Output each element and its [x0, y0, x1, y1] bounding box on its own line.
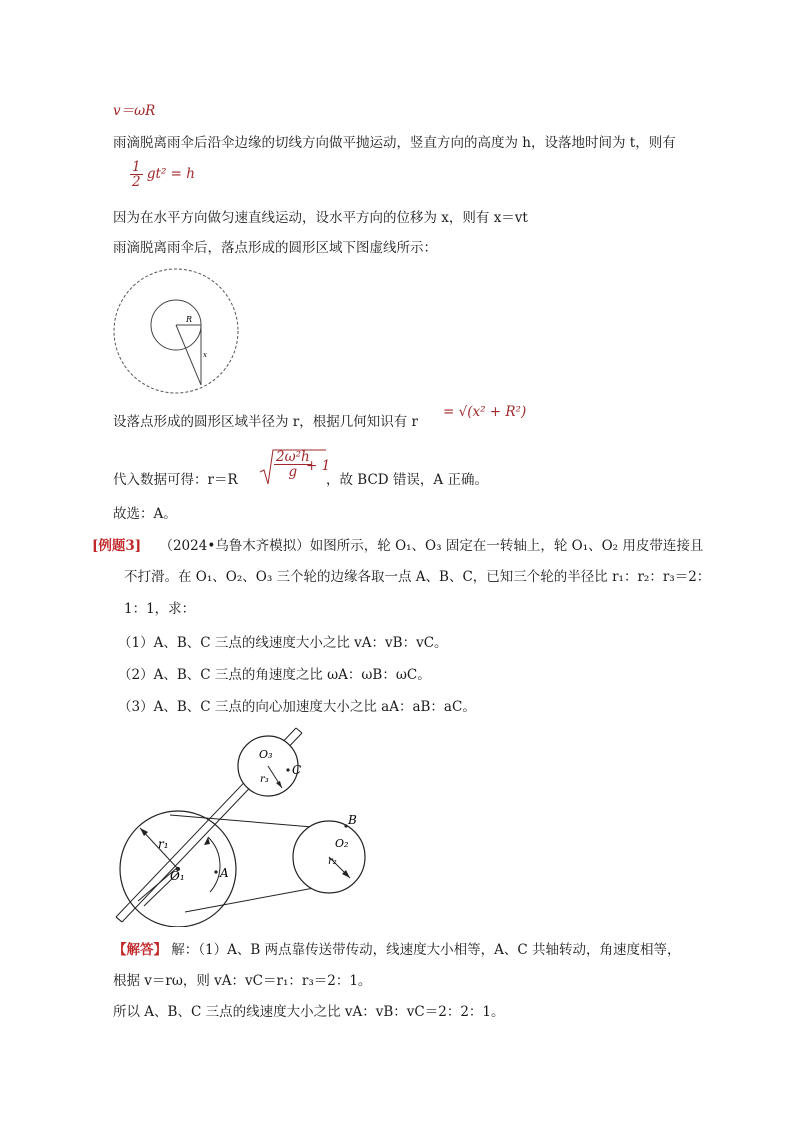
answer-line-2: 根据 v＝rω，则 vA：vC＝r₁：r₃＝2：1。: [113, 973, 372, 989]
sqrt-tail: + 1: [306, 458, 331, 474]
example-label: [例题3]: [92, 538, 142, 554]
eq-v-omega-r: v＝ωR: [113, 103, 156, 119]
r-line: [176, 325, 201, 385]
label-O1: O₁: [170, 869, 185, 883]
landing-region-dashed-circle: [114, 269, 238, 393]
eq-sqrt-block: [258, 448, 331, 488]
paragraph-substitute: 代入数据可得：r＝R: [113, 472, 238, 488]
eq-free-fall: [130, 160, 195, 196]
example-line-3: 1：1，求：: [124, 601, 196, 617]
figure-landing-circle: [110, 265, 242, 397]
eq-r-sqrt: = √(x² + R²): [443, 404, 527, 420]
question-3: （3）A、B、C 三点的向心加速度大小之比 aA：aB：aC。: [118, 699, 476, 715]
fig1-label-R: R: [186, 315, 193, 324]
figure-wheels: [110, 722, 370, 927]
label-r1: r₁: [158, 837, 169, 851]
paragraph-projectile: 雨滴脱离雨伞后沿伞边缘的切线方向做平抛运动，竖直方向的高度为 h，设落地时间为 t，则有: [113, 135, 676, 151]
example-line-2: 不打滑。在 O₁、O₂、O₃ 三个轮的边缘各取一点 A、B、C，已知三个轮的半径比 r₁：r₂：r₃＝2：: [124, 569, 711, 585]
eq-free-fall-rest: gt² = h: [146, 166, 195, 182]
label-r2: r₂: [328, 856, 337, 867]
example-heading: [92, 536, 703, 556]
paragraph-horizontal: 因为在水平方向做匀速直线运动，设水平方向的位移为 x，则有 x＝vt: [113, 210, 528, 226]
label-A: A: [220, 866, 229, 880]
sqrt-fraction: $\frac{\text{2ω²h}}{g}$: [276, 449, 310, 480]
answer-text-1: 解：（1）A、B 两点靠传送带传动，线速度大小相等，A、C 共轴转动，角速度相等，: [171, 942, 681, 958]
fig1-label-x: x: [203, 351, 207, 359]
question-1: （1）A、B、C 三点的线速度大小之比 vA：vB：vC。: [118, 635, 448, 651]
fraction-half: $\frac{1}{2}$: [132, 159, 141, 190]
example-line-1: （2024•乌鲁木齐模拟）如图所示，轮 O₁、O₃ 固定在一转轴上，轮 O₁、O₂ 用皮带连接且: [159, 538, 704, 554]
belt-bottom: [185, 885, 330, 912]
rotation-arrow: [208, 837, 220, 892]
answer-label: 【解答】: [113, 942, 167, 958]
question-2: （2）A、B、C 三点的角速度之比 ωA：ωB：ωC。: [118, 667, 431, 683]
paragraph-region: 雨滴脱离雨伞后，落点形成的圆形区域下图虚线所示：: [113, 240, 437, 256]
answer-line-3: 所以 A、B、C 三点的线速度大小之比 vA：vB：vC＝2：2：1。: [113, 1004, 505, 1020]
label-r3: r₃: [260, 774, 269, 785]
paragraph-conclusion: ，故 BCD 错误，A 正确。: [326, 472, 488, 488]
label-O3: O₃: [259, 748, 273, 761]
paragraph-geometry: 设落点形成的圆形区域半径为 r，根据几何知识有 r: [113, 414, 418, 430]
answer-line-1: [113, 940, 680, 960]
paragraph-answer: 故选：A。: [113, 506, 177, 522]
belt-top: [170, 815, 324, 828]
label-O2: O₂: [335, 837, 349, 850]
label-C: C: [292, 763, 302, 777]
label-B: B: [348, 813, 357, 827]
